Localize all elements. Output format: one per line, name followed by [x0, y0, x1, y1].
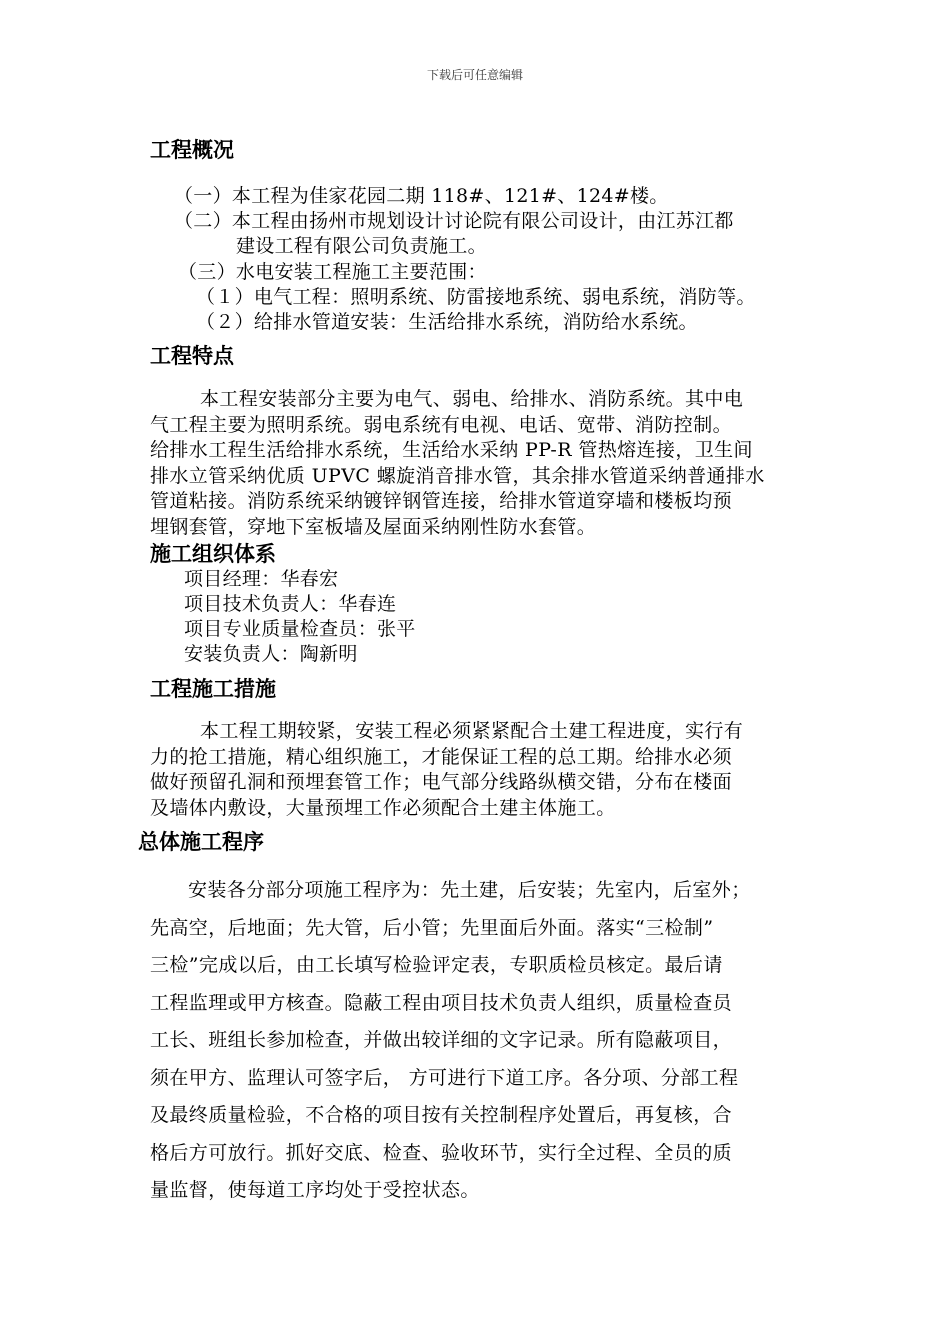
paragraph-line: 先高空，后地面；先大管，后小管；先里面后外面。落实“三检制” — [150, 916, 714, 939]
paragraph-line: 排水立管采纳优质 UPVC 螺旋消音排水管，其余排水管道采纳普通排水 — [150, 464, 765, 487]
paragraph-line: 及墙体内敷设，大量预埋工作必须配合土建主体施工。 — [150, 796, 616, 819]
section-title-overview: 工程概况 — [150, 138, 234, 162]
org-project-manager: 项目经理：华春宏 — [184, 568, 339, 590]
procedure-paragraph — [150, 872, 751, 1210]
paragraph-line: 给排水工程生活给排水系统，生活给水采纳 PP-R 管热熔连接，卫生间 — [150, 439, 753, 461]
paragraph-line: 做好预留孔洞和预埋套管工作；电气部分线路纵横交错，分布在楼面 — [150, 771, 733, 793]
paragraph-line: 管道粘接。消防系统采纳镀锌钢管连接，给排水管道穿墙和楼板均预 — [150, 490, 733, 512]
paragraph-line: 格后方可放行。抓好交底、检查、验收环节，实行全过程、全员的质 — [150, 1141, 733, 1164]
paragraph-line: 工程监理或甲方核查。隐蔽工程由项目技术负责人组织，质量检查员 — [150, 991, 733, 1014]
overview-item-2-line-1: （二）本工程由扬州市规划设计讨论院有限公司设计，由江苏江都 — [174, 210, 734, 232]
paragraph-line: 工长、班组长参加检查，并做出较详细的文字记录。所有隐蔽项目， — [150, 1029, 733, 1051]
overview-item-2-line-2: 建设工程有限公司负责施工。 — [236, 235, 487, 257]
paragraph-line: 量监督，使每道工序均处于受控状态。 — [150, 1179, 480, 1201]
header-note: 下载后可任意编辑 — [426, 68, 523, 82]
paragraph-line: 及最终质量检验，不合格的项目按有关控制程序处置后，再复核，合 — [150, 1104, 733, 1126]
org-quality-inspector: 项目专业质量检查员：张平 — [184, 618, 416, 640]
paragraph-line: 安装各分部分项施工程序为：先土建，后安装；先室内，后室外； — [188, 879, 751, 901]
overview-sub-item-1: （１）电气工程：照明系统、防雷接地系统、弱电系统，消防等。 — [196, 286, 756, 308]
paragraph-line: 埋钢套管，穿地下室板墙及屋面采纳刚性防水套管。 — [150, 515, 597, 538]
org-technical-lead: 项目技术负责人：华春连 — [184, 593, 397, 615]
section-title-organization: 施工组织体系 — [150, 542, 276, 566]
paragraph-line: 力的抢工措施，精心组织施工，才能保证工程的总工期。给排水必须 — [150, 745, 733, 768]
paragraph-line: 三检”完成以后，由工长填写检验评定表，专职质检员核定。最后请 — [150, 954, 723, 976]
features-paragraph — [150, 387, 765, 540]
paragraph-line: 本工程安装部分主要为电气、弱电、给排水、消防系统。其中电 — [200, 388, 744, 410]
section-title-measures: 工程施工措施 — [150, 677, 276, 701]
overview-item-3: （三）水电安装工程施工主要范围： — [178, 261, 487, 283]
overview-sub-item-2: （２）给排水管道安装：生活给排水系统，消防给水系统。 — [196, 311, 698, 333]
measures-paragraph — [150, 719, 743, 821]
paragraph-line: 气工程主要为照明系统。弱电系统有电视、电话、宽带、消防控制。 — [150, 413, 733, 436]
paragraph-line: 本工程工期较紧，安装工程必须紧紧配合土建工程进度，实行有 — [200, 720, 744, 742]
section-title-procedure: 总体施工程序 — [138, 830, 264, 854]
paragraph-line: 须在甲方、监理认可签字后， 方可进行下道工序。各分项、分部工程 — [150, 1066, 739, 1089]
org-installation-lead: 安装负责人：陶新明 — [184, 643, 358, 665]
section-title-features: 工程特点 — [150, 344, 234, 368]
overview-item-1: （一）本工程为佳家花园二期 118#、121#、124#楼。 — [174, 185, 669, 207]
